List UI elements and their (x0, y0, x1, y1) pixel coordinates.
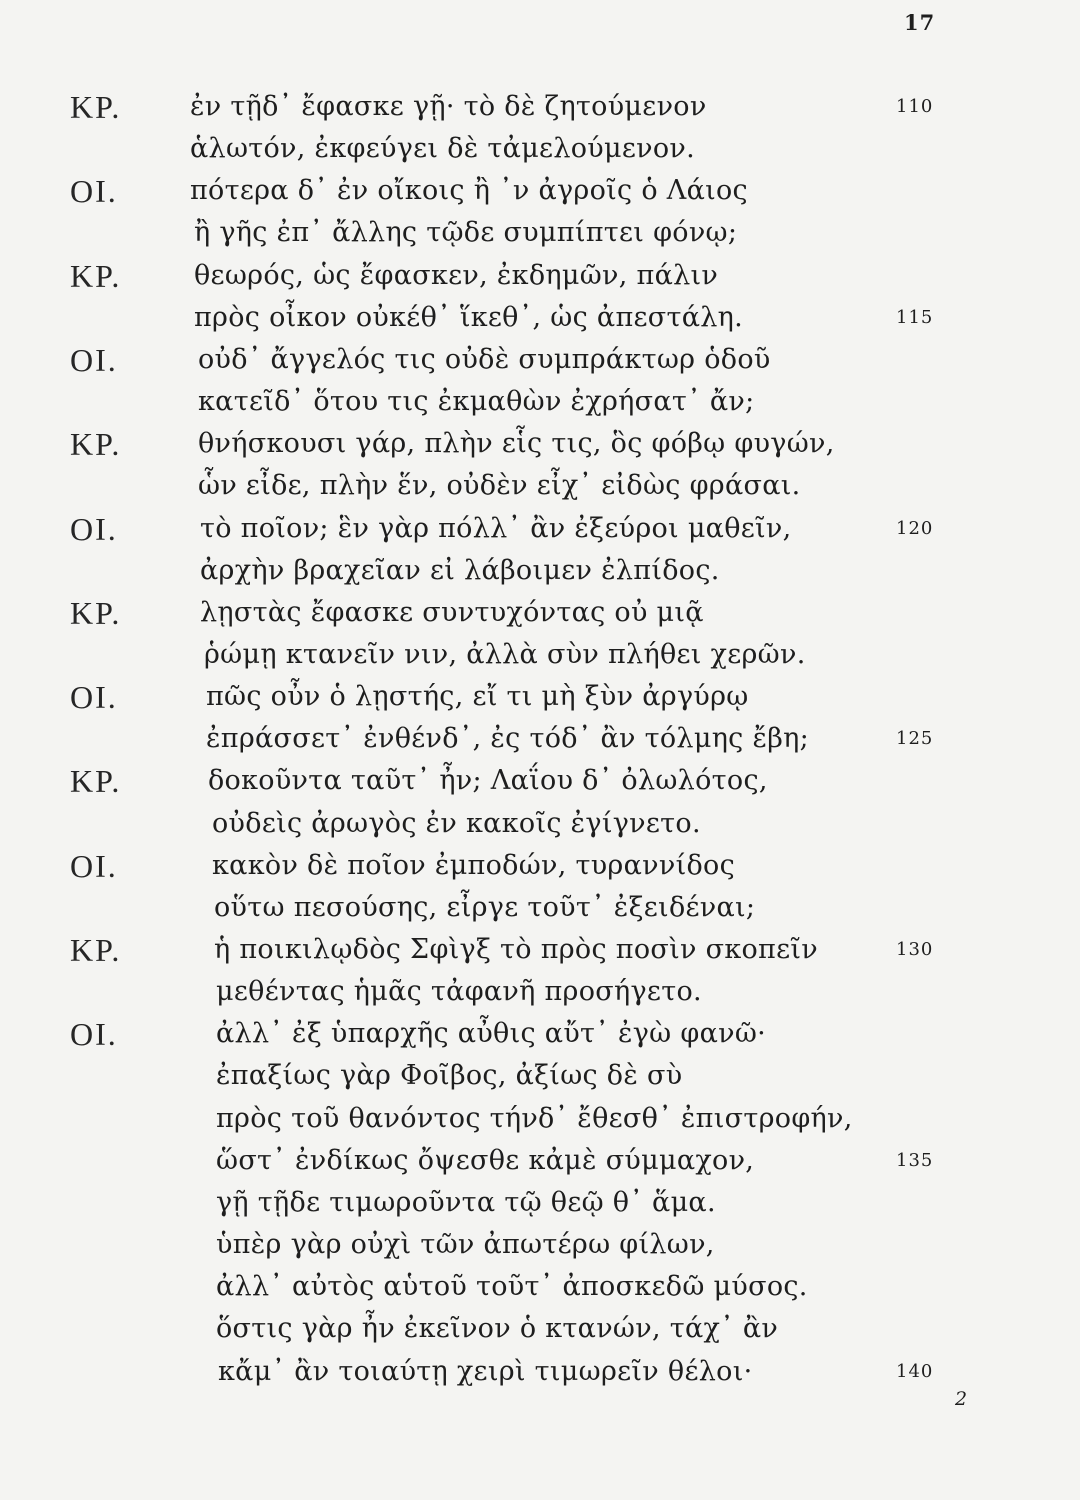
speaker-label: ΟΙ. (70, 510, 118, 547)
verse-line (0, 255, 1080, 297)
verse-text: ἐν τῇδ᾽ ἔφασκε γῇ· τὸ δὲ ζητούμενον (190, 91, 707, 122)
verse-text: κἄμ᾽ ἂν τοιαύτῃ χειρὶ τιμωρεῖν θέλοι· (218, 1355, 753, 1387)
verse-text: ὧν εἶδε, πλὴν ἕν, οὐδὲν εἶχ᾽ εἰδὼς φράσαι. (198, 470, 801, 502)
verse-line (0, 423, 1080, 465)
verse-text: ῥώμῃ κτανεῖν νιν, ἀλλὰ σὺν πλήθει χερῶν. (204, 638, 806, 670)
verse-text: πῶς οὖν ὁ λῃστής, εἴ τι μὴ ξὺν ἀργύρῳ (206, 681, 749, 713)
speaker-label: ΚΡ. (70, 594, 122, 631)
line-number: 130 (896, 939, 934, 960)
verse-text: ἀλλ᾽ αὐτὸς αὑτοῦ τοῦτ᾽ ἀποσκεδῶ μύσος. (216, 1271, 808, 1303)
verse-text: ἐπράσσετ᾽ ἐνθένδ᾽, ἐς τόδ᾽ ἂν τόλμης ἔβη; (206, 723, 810, 755)
verse-text: ὥστ᾽ ἐνδίκως ὄψεσθε κἀμὲ σύμμαχον, (216, 1144, 755, 1176)
verse-text: θνήσκουσι γάρ, πλὴν εἷς τις, ὃς φόβῳ φυγών, (198, 428, 835, 460)
line-number: 120 (896, 517, 934, 539)
verse-line (0, 1266, 1080, 1308)
verse-line (0, 592, 1080, 634)
verse-text: κατεῖδ᾽ ὅτου τις ἐκμαθὼν ἐχρήσατ᾽ ἄν; (198, 386, 755, 418)
verse-text: ὑπὲρ γὰρ οὐχὶ τῶν ἀπωτέρω φίλων, (216, 1229, 715, 1261)
verse-text: τὸ ποῖον; ἓν γὰρ πόλλ᾽ ἂν ἐξεύροι μαθεῖν, (200, 512, 792, 544)
verse-text: οὐδεὶς ἀρωγὸς ἐν κακοῖς ἐγίγνετο. (212, 807, 701, 839)
verse-line (0, 803, 1080, 845)
verse-line (0, 465, 1080, 507)
verse-line (0, 212, 1080, 254)
verse-text: πρὸς τοῦ θανόντος τήνδ᾽ ἔθεσθ᾽ ἐπιστροφήν, (216, 1102, 853, 1134)
line-number: 135 (896, 1149, 934, 1171)
speaker-label: ΟΙ. (70, 1016, 118, 1053)
verse-text: μεθέντας ἡμᾶς τἀφανῆ προσήγετο. (216, 976, 702, 1008)
speaker-label: ΚΡ. (70, 932, 122, 968)
verse-text: κακὸν δὲ ποῖον ἐμποδών, τυραννίδος (212, 849, 735, 881)
verse-line (0, 381, 1080, 423)
verse-text: ἀλλ᾽ ἐξ ὑπαρχῆς αὖθις αὔτ᾽ ἐγὼ φανῶ· (216, 1018, 767, 1050)
speaker-label: ΚΡ. (70, 89, 122, 125)
verse-line (0, 86, 1080, 128)
speaker-label: ΟΙ. (70, 847, 118, 884)
speaker-label: ΟΙ. (70, 679, 118, 716)
verse-line (0, 1140, 1080, 1182)
speaker-label: ΚΡ. (70, 257, 122, 294)
verse-text: ἡ ποικιλῳδὸς Σφὶγξ τὸ πρὸς ποσὶν σκοπεῖν (214, 934, 818, 965)
verse-line (0, 1351, 1080, 1393)
speaker-label: ΚΡ. (70, 763, 122, 800)
verse-line (0, 887, 1080, 929)
verse-text: οὐδ᾽ ἄγγελός τις οὐδὲ συμπράκτωρ ὁδοῦ (198, 343, 771, 375)
verse-text: πότερα δ᾽ ἐν οἴκοις ἢ ᾽ν ἀγροῖς ὁ Λάιος (190, 175, 748, 207)
verse-text: λῃστὰς ἔφασκε συντυχόντας οὐ μιᾷ (200, 596, 704, 628)
verse-line (0, 1182, 1080, 1224)
verse-line (0, 297, 1080, 339)
line-number: 115 (896, 306, 934, 328)
verse-line (0, 128, 1080, 170)
verse-text: ἀρχὴν βραχεῖαν εἰ λάβοιμεν ἐλπίδος. (200, 554, 720, 586)
verse-line (0, 1055, 1080, 1097)
line-number: 140 (896, 1360, 934, 1382)
verse-text: δοκοῦντα ταῦτ᾽ ἦν; Λαΐου δ᾽ ὀλωλότος, (208, 765, 768, 797)
verse-line (0, 718, 1080, 760)
verse-line (0, 760, 1080, 802)
verse-line (0, 1224, 1080, 1266)
verse-text: θεωρός, ὡς ἔφασκεν, ἐκδημῶν, πάλιν (194, 259, 719, 291)
signature-mark: 2 (955, 1388, 968, 1410)
verse-line (0, 550, 1080, 592)
speaker-label: ΚΡ. (70, 426, 122, 463)
verse-line (0, 971, 1080, 1013)
verse-line (0, 676, 1080, 718)
verse-text: γῇ τῇδε τιμωροῦντα τῷ θεῷ θ᾽ ἅμα. (216, 1186, 716, 1218)
speaker-label: ΟΙ. (70, 173, 118, 210)
verse-line (0, 508, 1080, 550)
verse-line (0, 1098, 1080, 1140)
verse-line (0, 845, 1080, 887)
verse-line (0, 339, 1080, 381)
verse-line (0, 1308, 1080, 1350)
verse-text: οὕτω πεσούσης, εἶργε τοῦτ᾽ ἐξειδέναι; (214, 891, 756, 923)
verse-text: ὅστις γὰρ ἦν ἐκεῖνον ὁ κτανών, τάχ᾽ ἂν (216, 1313, 779, 1345)
page-number: 17 (904, 10, 936, 35)
verse-text: πρὸς οἶκον οὐκέθ᾽ ἵκεθ᾽, ὡς ἀπεστάλη. (194, 301, 744, 333)
verse-line (0, 634, 1080, 676)
verse-line (0, 929, 1080, 971)
verse-text: ἐπαξίως γὰρ Φοῖβος, ἀξίως δὲ σὺ (216, 1060, 683, 1092)
line-number: 110 (896, 96, 934, 117)
verse-text: ἢ γῆς ἐπ᾽ ἄλλης τῷδε συμπίπτει φόνῳ; (194, 217, 738, 249)
line-number: 125 (896, 728, 934, 750)
verse-line (0, 170, 1080, 212)
verse-text: ἁλωτόν, ἐκφεύγει δὲ τἀμελούμενον. (190, 133, 696, 165)
verse-line (0, 1013, 1080, 1055)
speaker-label: ΟΙ. (70, 341, 118, 378)
